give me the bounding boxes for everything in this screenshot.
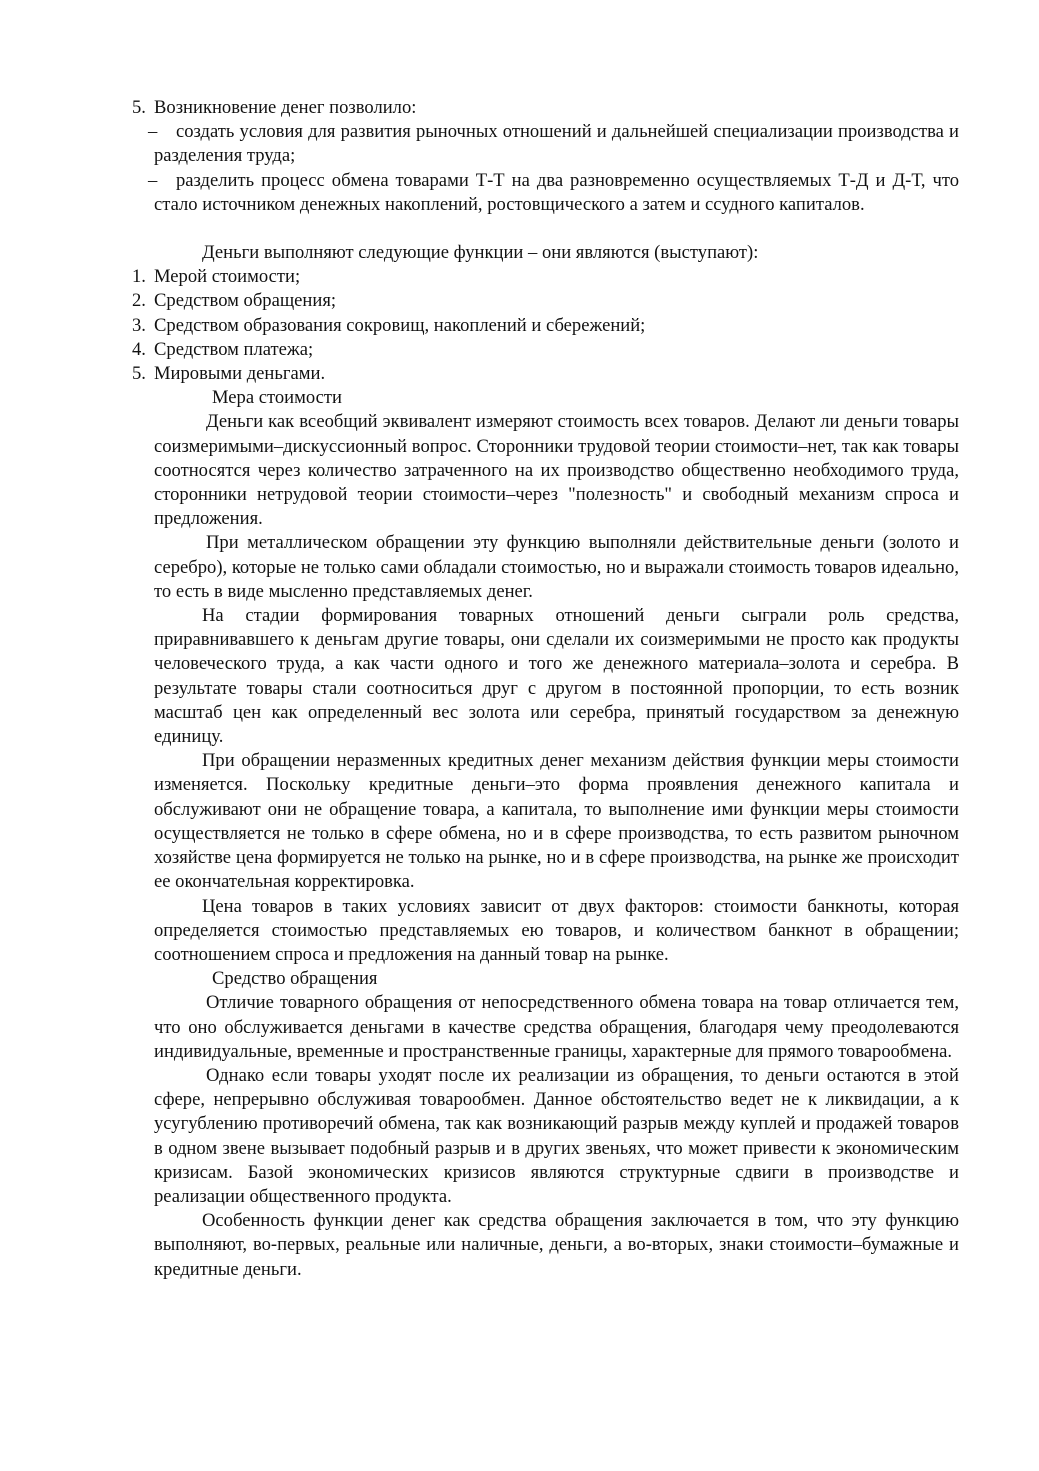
paragraph-circulation-3: Особенность функции денег как средства обращения заключается в том, что эту функцию выполняют, во-первых, реальные или наличные, деньги, а во-вторых, знаки стоимости–бумажные и кредитные деньги.: [154, 1210, 959, 1280]
paragraph-measure-2: При металлическом обращении эту функцию выполняли действительные деньги (золото и серебро), которые не только сами обладали стоимостью, но и выражали стоимость товаров идеально, то есть в виде мысленно представляемых денег.: [154, 532, 959, 602]
list-number: 2.: [132, 290, 146, 312]
paragraph-measure-3: На стадии формирования товарных отношений деньги сыграли роль средства, приравнивавшего к деньгам другие товары, они сделали их соизмеримыми не просто как продукты человеческого труда, а как части одного и того же денежного материала–золота и серебра. В результате товары стали соотноситься друг с другом в постоянной пропорции, то есть возник масштаб цен как определенный вес золота или серебра, принятый государством за денежную единицу.: [154, 605, 959, 748]
list-number: 4.: [132, 338, 146, 360]
list-text: Мировыми деньгами.: [154, 363, 326, 385]
functions-list-item-1: [132, 265, 959, 289]
paragraph-measure-5: Цена товаров в таких условиях зависит от двух факторов: стоимости банкноты, которая определяется стоимостью представляемых ею товаров, и количеством банкнот в обращении; соотношением спроса и предложения на данный товар на рынке.: [154, 895, 959, 965]
functions-list-item-2: [132, 289, 959, 313]
dash-marker: –: [148, 169, 158, 191]
intro-dash-item-2: [148, 169, 959, 217]
functions-list-item-5: [132, 362, 959, 386]
dash-marker: –: [148, 121, 158, 143]
section-heading-circulation: Средство обращения: [212, 968, 378, 990]
intro-dash-text-2: разделить процесс обмена товарами Т-Т на два разновременно осуществляемых Т-Д и Д-Т, что стало источником денежных накоплений, ростовщического а затем и ссудного капиталов.: [154, 169, 959, 215]
section-heading-measure: Мера стоимости: [212, 387, 342, 409]
intro-title-text: Возникновение денег позволило:: [154, 97, 417, 118]
list-text: Средством платежа;: [154, 338, 314, 360]
list-number: 1.: [132, 266, 146, 288]
intro-title-number: 5.: [132, 97, 146, 118]
paragraph-measure-4: При обращении неразменных кредитных денег механизм действия функции меры стоимости изменяется. Поскольку кредитные деньги–это форма проявления денежного капитала и обслуживают они не обращение товара, а капитала, то выполнение ими функции меры стоимости осуществляется не только в сфере обмена, но и в сфере производства, то есть развитом рыночном хозяйстве цена формируется не только на рынке, но и в сфере производства, на рынке же происходит ее окончательная корректировка.: [154, 750, 959, 893]
list-text: Средством обращения;: [154, 290, 337, 312]
section-gap: [154, 217, 959, 241]
paragraph-circulation-1: Отличие товарного обращения от непосредственного обмена товара на товар отличается тем, что оно обслуживается деньгами в качестве средства обращения, благодаря чему преодолеваются индивидуальные, временные и пространственные границы, характерные для прямого товарообмена.: [154, 992, 959, 1062]
functions-lead: Деньги выполняют следующие функции – они являются (выступают):: [202, 242, 759, 264]
list-number: 5.: [132, 363, 146, 385]
list-number: 3.: [132, 314, 146, 336]
intro-title: [132, 96, 959, 120]
list-text: Средством образования сокровищ, накоплений и сбережений;: [154, 314, 646, 336]
intro-dash-text-1: создать условия для развития рыночных отношений и дальнейшей специализации производства и разделения труда;: [154, 121, 959, 167]
functions-list-item-3: [132, 314, 959, 338]
functions-list-item-4: [132, 338, 959, 362]
paragraph-circulation-2: Однако если товары уходят после их реализации из обращения, то деньги остаются в этой сфере, непрерывно обслуживая товарообмен. Данное обстоятельство ведет не к ликвидации, а к усугублению противоречий обмена, так как возникающий разрыв между куплей и продажей товаров в одном звене вызывает подобный разрыв и в других звеньях, что может привести к экономическим кризисам. Базой экономических кризисов являются структурные сдвиги в производстве и реализации общественного продукта.: [154, 1064, 959, 1207]
intro-dash-item-1: [148, 120, 959, 168]
paragraph-measure-1: Деньги как всеобщий эквивалент измеряют стоимость всех товаров. Делают ли деньги товары соизмеримыми–дискуссионный вопрос. Сторонники трудовой теории стоимости–нет, так как товары соотносятся через количество затраченного на их производство общественно необходимого труда, сторонники нетрудовой теории стоимости–через "полезность" и свободный механизм спроса и предложения.: [154, 411, 959, 530]
list-text: Мерой стоимости;: [154, 266, 301, 288]
